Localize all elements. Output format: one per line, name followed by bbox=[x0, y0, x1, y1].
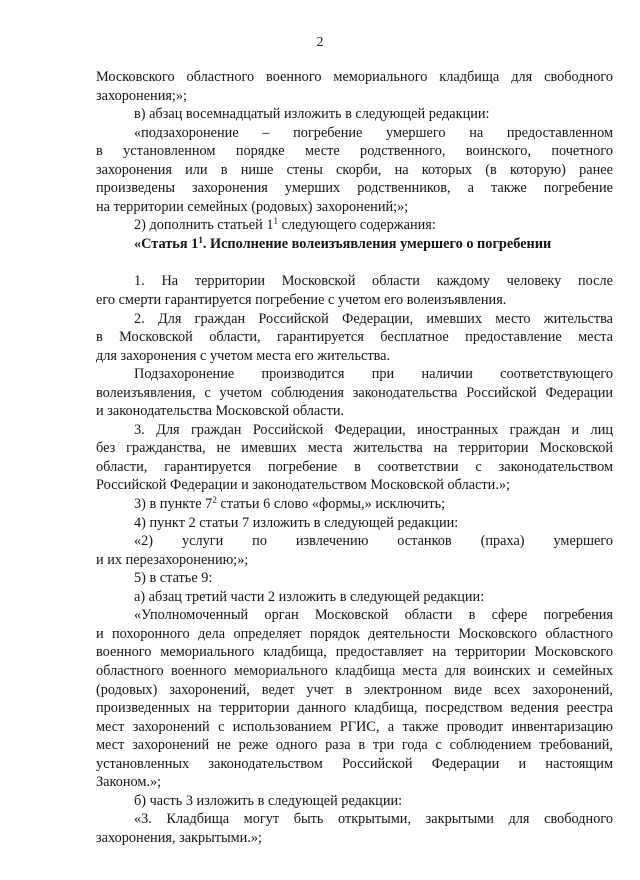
article-heading bbox=[96, 235, 613, 254]
text-line: произведены захоронения умерших родственников, а также погребение bbox=[96, 180, 613, 197]
text-line: захоронения или в нише стены скорби, на которых (в которую) ранее bbox=[96, 161, 613, 178]
text-span: 3) в пункте 7 bbox=[134, 496, 213, 513]
text-line: на территории семейных (родовых) захоронений;»; bbox=[96, 198, 409, 215]
text-line: в Московской области, гарантируется бесплатное предоставление места bbox=[96, 329, 613, 346]
text-line: 3. Для граждан Российской Федерации, иностранных граждан и лиц bbox=[134, 421, 613, 438]
text-line: для захоронения с учетом места его жительства. bbox=[96, 347, 391, 364]
text-line: Российской Федерации и законодательством Московской области.»; bbox=[96, 477, 511, 494]
text-line: областного военного мемориального кладбища места для воинских и семейных bbox=[96, 662, 613, 679]
text-line: 5) в статье 9: bbox=[134, 570, 213, 587]
text-line: «Уполномоченный орган Московской области в сфере погребения bbox=[134, 607, 613, 624]
text-line: 4) пункт 2 статьи 7 изложить в следующей редакции: bbox=[134, 514, 459, 531]
text-line: военного мемориального кладбища, предоставляет на территории Московского bbox=[96, 644, 613, 661]
text-line: «подзахоронение – погребение умершего на предоставленном bbox=[134, 124, 613, 141]
text-line: б) часть 3 изложить в следующей редакции: bbox=[134, 792, 403, 809]
text-line: волеизъявления, с учетом соблюдения законодательства Российской Федерации bbox=[96, 384, 613, 401]
text-line: Подзахоронение производится при наличии соответствующего bbox=[134, 366, 613, 383]
text-line: в) абзац восемнадцатый изложить в следующей редакции: bbox=[134, 106, 490, 123]
superscript: 1 bbox=[273, 216, 279, 227]
text-line bbox=[96, 495, 613, 514]
text-span: следующего содержания: bbox=[278, 217, 436, 234]
text-line: Законом.»; bbox=[96, 774, 162, 791]
text-line: и их перезахоронению;»; bbox=[96, 551, 249, 568]
text-line: захоронения;»; bbox=[96, 87, 188, 104]
text-span: статьи 6 слово «формы,» исключить; bbox=[216, 496, 446, 513]
text-line: без гражданства, не имевших места жительства на территории Московской bbox=[96, 440, 613, 457]
superscript: 2 bbox=[212, 495, 217, 506]
text-line: произведенных на территории данного кладбища, посредством ведения реестра bbox=[96, 700, 613, 717]
text-line: Московского областного военного мемориального кладбища для свободного bbox=[96, 69, 613, 85]
text-line: «3. Кладбища могут быть открытыми, закрытыми для свободного bbox=[134, 811, 613, 828]
text-span: 2) дополнить статьей 1 bbox=[134, 217, 274, 234]
text-line: «2) услуги по извлечению останков (праха) умершего bbox=[134, 533, 613, 550]
text-line: мест захоронений не реже одного раза в три года с соблюдением требований, bbox=[96, 737, 613, 754]
text-span: «Статья 1 bbox=[134, 235, 199, 252]
text-line: (родовых) захоронений, ведет учет в электронном виде всех захоронений, bbox=[96, 681, 613, 698]
text-line: мест захоронений с использованием РГИС, а также проводит инвентаризацию bbox=[96, 718, 613, 735]
text-line: и законодательства Московской области. bbox=[96, 403, 345, 420]
superscript: 1 bbox=[198, 234, 203, 245]
text-span: . Исполнение волеизъявления умершего о погребении bbox=[202, 235, 552, 252]
text-line bbox=[96, 216, 613, 235]
text-line: 1. На территории Московской области каждому человеку после bbox=[134, 273, 613, 290]
text-line: и похоронного дела определяет порядок деятельности Московского областного bbox=[96, 625, 613, 642]
document-body bbox=[96, 68, 613, 847]
page-number: 2 bbox=[316, 35, 324, 50]
text-line: области, гарантируется погребение в соответствии с законодательством bbox=[96, 458, 613, 475]
text-line: в установленном порядке месте родственного, воинского, почетного bbox=[96, 143, 613, 160]
text-line: его смерти гарантируется погребение с учетом его волеизъявления. bbox=[96, 292, 507, 309]
text-line: установленных законодательством Российской Федерации и настоящим bbox=[96, 755, 613, 772]
text-line: 2. Для граждан Российской Федерации, имевших место жительства bbox=[134, 310, 613, 327]
text-line: захоронения, закрытыми.»; bbox=[96, 829, 263, 846]
text-line: а) абзац третий части 2 изложить в следующей редакции: bbox=[134, 588, 485, 605]
